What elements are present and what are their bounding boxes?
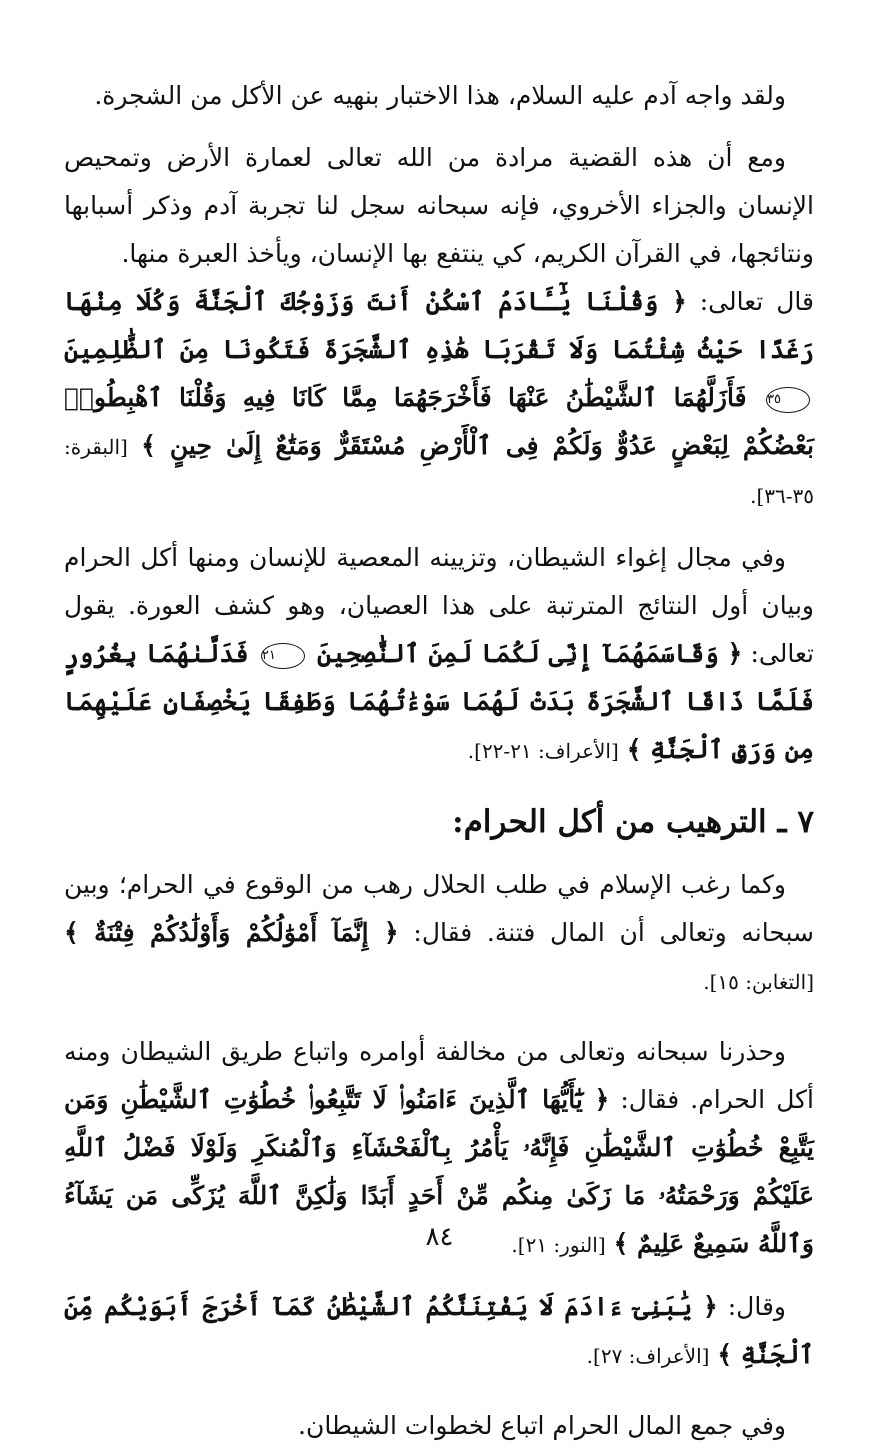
section-heading: ٧ ـ الترهيب من أكل الحرام: [452,804,814,840]
paragraph-text: وحذرنا سبحانه وتعالى من مخالفة أوامره واتباع طريق الشيطان ومنه أكل الحرام. فقال: [64,1037,814,1114]
paragraph-text: ومع أن هذه القضية مرادة من الله تعالى لعمارة الأرض وتمحيص الإنسان والجزاء الأخروي، فإنه سبحانه سجل لنا تجربة آدم وذكر أسبابها ونتائجها، في القرآن الكريم، كي ينتفع بها الإنسان، ويأخذ العبرة منها. [64,143,814,268]
paragraph-adam-test [64,72,814,120]
paragraph-wealth-trial [64,861,814,1006]
paragraph-children-of-adam [64,1283,814,1380]
verse-reference: [التغابن: ١٥]. [703,970,814,994]
verse-intro: قال تعالى: [699,287,814,316]
paragraph-conclusion [64,1402,814,1450]
paragraph-text: ولقد واجه آدم عليه السلام، هذا الاختبار بنهيه عن الأكل من الشجرة. [94,81,786,110]
quran-verse: ﴿ يَٰٓأَيُّهَا ٱلَّذِينَ ءَامَنُوا۟ لَا تَتَّبِعُوا۟ خُطُوَٰتِ ٱلشَّيْطَٰنِ وَمَن يَتَّبِعْ خُطُوَٰتِ ٱلشَّيْطَٰنِ فَإِنَّهُۥ يَأْمُرُ بِٱلْفَحْشَآءِ وَٱلْمُنكَرِ وَلَوْلَا فَضْلُ ٱللَّهِ عَلَيْكُمْ وَرَحْمَتُهُۥ مَا زَكَىٰ مِنكُم مِّنْ أَحَدٍ أَبَدًا وَلَٰكِنَّ ٱللَّهَ يُزَكِّى مَن يَشَآءُ وَٱللَّهُ سَمِيعٌ عَلِيمٌ ﴾ [64,1085,814,1258]
verse-number-marker: ٣٥ [766,387,810,413]
paragraph-text: وفي مجال إغواء الشيطان، وتزيينه المعصية للإنسان ومنها أكل الحرام وبيان أول النتائج المترتبة على هذا العصيان، وهو كشف العورة. يقول تعالى: [64,543,814,668]
quran-verse: فَأَزَلَّهُمَا ٱلشَّيْطَٰنُ عَنْهَا فَأَخْرَجَهُمَا مِمَّا كَانَا فِيهِ وَقُلْنَا ٱهْبِطُوا۟ بَعْضُكُمْ لِبَعْضٍ عَدُوٌّ وَلَكُمْ فِى ٱلْأَرْضِ مُسْتَقَرٌّ وَمَتَٰعٌ إِلَىٰ حِينٍ ﴾ [64,383,815,460]
quran-verse: ﴿ وَقُلْنَا يَٰٓـَٔادَمُ ٱسْكُنْ أَنتَ وَزَوْجُكَ ٱلْجَنَّةَ وَكُلَا مِنْهَا رَغَدًا حَيْثُ شِئْتُمَا وَلَا تَقْرَبَا هَٰذِهِ ٱلشَّجَرَةَ فَتَكُونَا مِنَ ٱلظَّٰلِمِينَ [64,287,814,364]
paragraph-quran-record [64,134,814,520]
verse-intro: وقال: [727,1292,786,1321]
verse-reference: [البقرة: ٣٥-٣٦]. [64,435,814,508]
paragraph-satan-temptation [64,534,814,775]
verse-reference: [الأعراف: ٢١-٢٢]. [467,739,619,763]
quran-verse: ﴿ يَٰبَنِىٓ ءَادَمَ لَا يَفْتِنَنَّكُمُ ٱلشَّيْطَٰنُ كَمَآ أَخْرَجَ أَبَوَيْكُم مِّنَ ٱلْجَنَّةِ ﴾ [64,1292,814,1369]
verse-reference: [الأعراف: ٢٧]. [586,1344,710,1368]
page-number: ٨٤ [425,1222,454,1252]
quran-verse: ﴿ وَقَاسَمَهُمَآ إِنِّى لَكُمَا لَمِنَ ٱلنَّٰصِحِينَ [316,639,743,668]
quran-verse: فَدَلَّىٰهُمَا بِغُرُورٍ فَلَمَّا ذَاقَا ٱلشَّجَرَةَ بَدَتْ لَهُمَا سَوْءَٰتُهُمَا وَطَفِقَا يَخْصِفَانِ عَلَيْهِمَا مِن وَرَقِ ٱلْجَنَّةِ ﴾ [64,639,814,764]
paragraph-text: وفي جمع المال الحرام اتباع لخطوات الشيطان. [298,1411,786,1440]
quran-verse: ﴿ إِنَّمَآ أَمْوَٰلُكُمْ وَأَوْلَٰدُكُمْ فِتْنَةٌ ﴾ [64,918,399,947]
document-page [64,72,815,1440]
paragraph-text: وكما رغب الإسلام في طلب الحلال رهب من الوقوع في الحرام؛ وبين سبحانه وتعالى أن المال فتنة. فقال: [64,870,815,947]
verse-reference: [النور: ٢١]. [511,1233,606,1257]
verse-number-marker: ٢١ [261,643,305,669]
